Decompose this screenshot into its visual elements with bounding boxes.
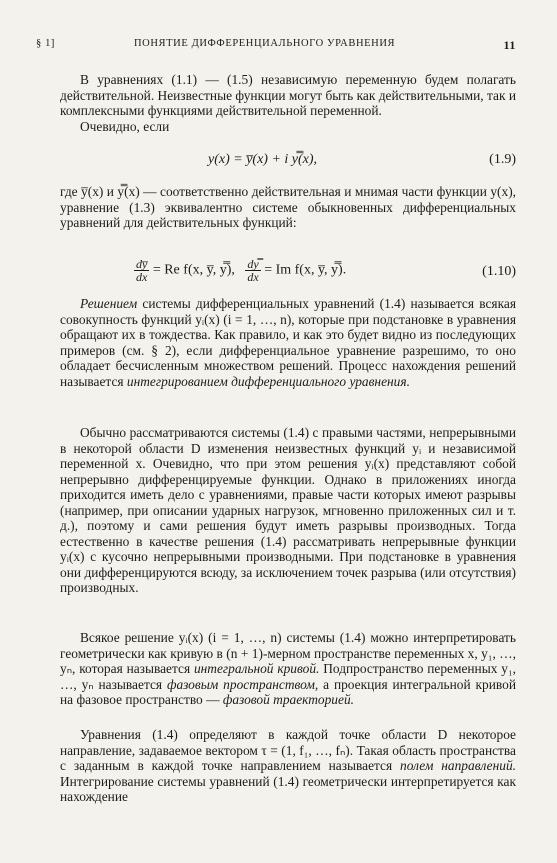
fraction-denominator: dx xyxy=(247,270,259,284)
paragraph-span: Подпространство переменных y₁, …, yₙ называется xyxy=(60,661,516,692)
defined-term: интегрированием дифференциального уравнения. xyxy=(126,373,410,389)
paragraph-5 xyxy=(60,425,516,596)
fraction-numerator: dy̿ xyxy=(247,257,259,271)
paragraph-4 xyxy=(60,296,516,389)
page-number: 11 xyxy=(503,38,516,52)
equation-1-10 xyxy=(60,258,516,286)
equation-part: = Re f(x, y̅, y̿), xyxy=(152,262,235,278)
paragraph-7 xyxy=(60,727,516,805)
paragraph-6 xyxy=(60,630,516,708)
defined-term: Решением xyxy=(80,296,138,311)
paragraph-text: где y̅(x) и y̿(x) — соответственно действительная и мнимая части функции y(x), уравнение (1.3) эквивалентно системе обыкновенных дифференциальных уравнений для действительных функций: xyxy=(60,184,516,230)
defined-term: полем направлений. xyxy=(400,758,517,773)
equation-formula: y(x) = y̅(x) + i y̿(x), xyxy=(208,152,318,167)
paragraph-1 xyxy=(60,72,516,134)
fraction-denominator: dx xyxy=(136,270,148,284)
paragraph-text: Обычно рассматриваются системы (1.4) с правыми частями, непрерывными в некоторой области D изменения неизвестных функций yᵢ и независимой переменной x. Очевидно, что при этом решения yᵢ(x) представляют собой непрерывно дифференцируемые функции. Однако в приложениях иногда приходится иметь дело с уравнениями, правые части которых имеют разрывы (например, при описании ударных нагрузок, мгновенно приложенных сил и т. д.), поэтому и сами решения будут иметь разрывы производных. Тогда естественно в качестве решения (1.4) рассматривать непрерывные функции yᵢ(x) с кусочно непрерывными производными. При подстановке в уравнения они дифференцируются всюду, за исключением точек разрыва (или отсутствия) производных. xyxy=(60,425,516,595)
equation-part: = Im f(x, y̅, y̿). xyxy=(264,262,347,278)
paragraph-text xyxy=(60,727,516,805)
equation-formula xyxy=(134,258,346,283)
defined-term: интегральной кривой. xyxy=(193,661,320,676)
fraction xyxy=(134,258,149,283)
paragraph-span: Интегрирование системы уравнений (1.4) геометрически интерпретируется как нахождение xyxy=(60,773,516,804)
equation-number: (1.10) xyxy=(482,264,516,279)
fraction xyxy=(245,258,260,283)
paragraph-span: а проекция интегральной кривой на фазовое пространство — xyxy=(60,676,516,707)
paragraph-text xyxy=(60,630,516,708)
running-head xyxy=(36,38,516,54)
paragraph-span: Уравнения (1.4) определяют в каждой точке области D некоторое направление, задаваемое вектором τ = (1, f₁, …, fₙ). Такая область пространства с заданным в каждой точке направлением называется xyxy=(60,727,516,773)
paragraph-text xyxy=(60,296,516,389)
section-marker: § 1] xyxy=(36,38,56,49)
paragraph-text: В уравнениях (1.1) — (1.5) независимую переменную будем полагать действительной. Неизвестные функции могут быть как действительными, так и комплексными функциями действительной переменной. xyxy=(60,72,516,118)
chapter-title: ПОНЯТИЕ ДИФФЕРЕНЦИАЛЬНОГО УРАВНЕНИЯ xyxy=(134,38,396,49)
paragraph-3 xyxy=(60,184,516,231)
paragraph-span: Всякое решение yᵢ(x) (i = 1, …, n) системы (1.4) можно интерпретировать геометрически как кривую в (n + 1)-мерном пространстве переменных x, y₁, …, yₙ, которая называется xyxy=(60,630,516,676)
equation-1-9 xyxy=(60,152,516,172)
defined-term: фазовым пространством, xyxy=(166,676,319,692)
paragraph-span: системы дифференциальных уравнений (1.4) называется всякая совокупность функций yᵢ(x) (i = 1, …, n), которые при подстановке в уравнения обращают их в тождества. Как правило, и как это будет видно из последующих примеров (см. § 2), если дифференциальное уравнение разрешимо, то оно обладает бесчисленным множеством решений. Процесс нахождения решений называется xyxy=(60,296,516,389)
paragraph-text: Очевидно, если xyxy=(80,118,170,134)
equation-number: (1.9) xyxy=(489,152,516,167)
defined-term: фазовой траекторией. xyxy=(222,692,354,707)
fraction-numerator: dy̅ xyxy=(136,257,148,271)
